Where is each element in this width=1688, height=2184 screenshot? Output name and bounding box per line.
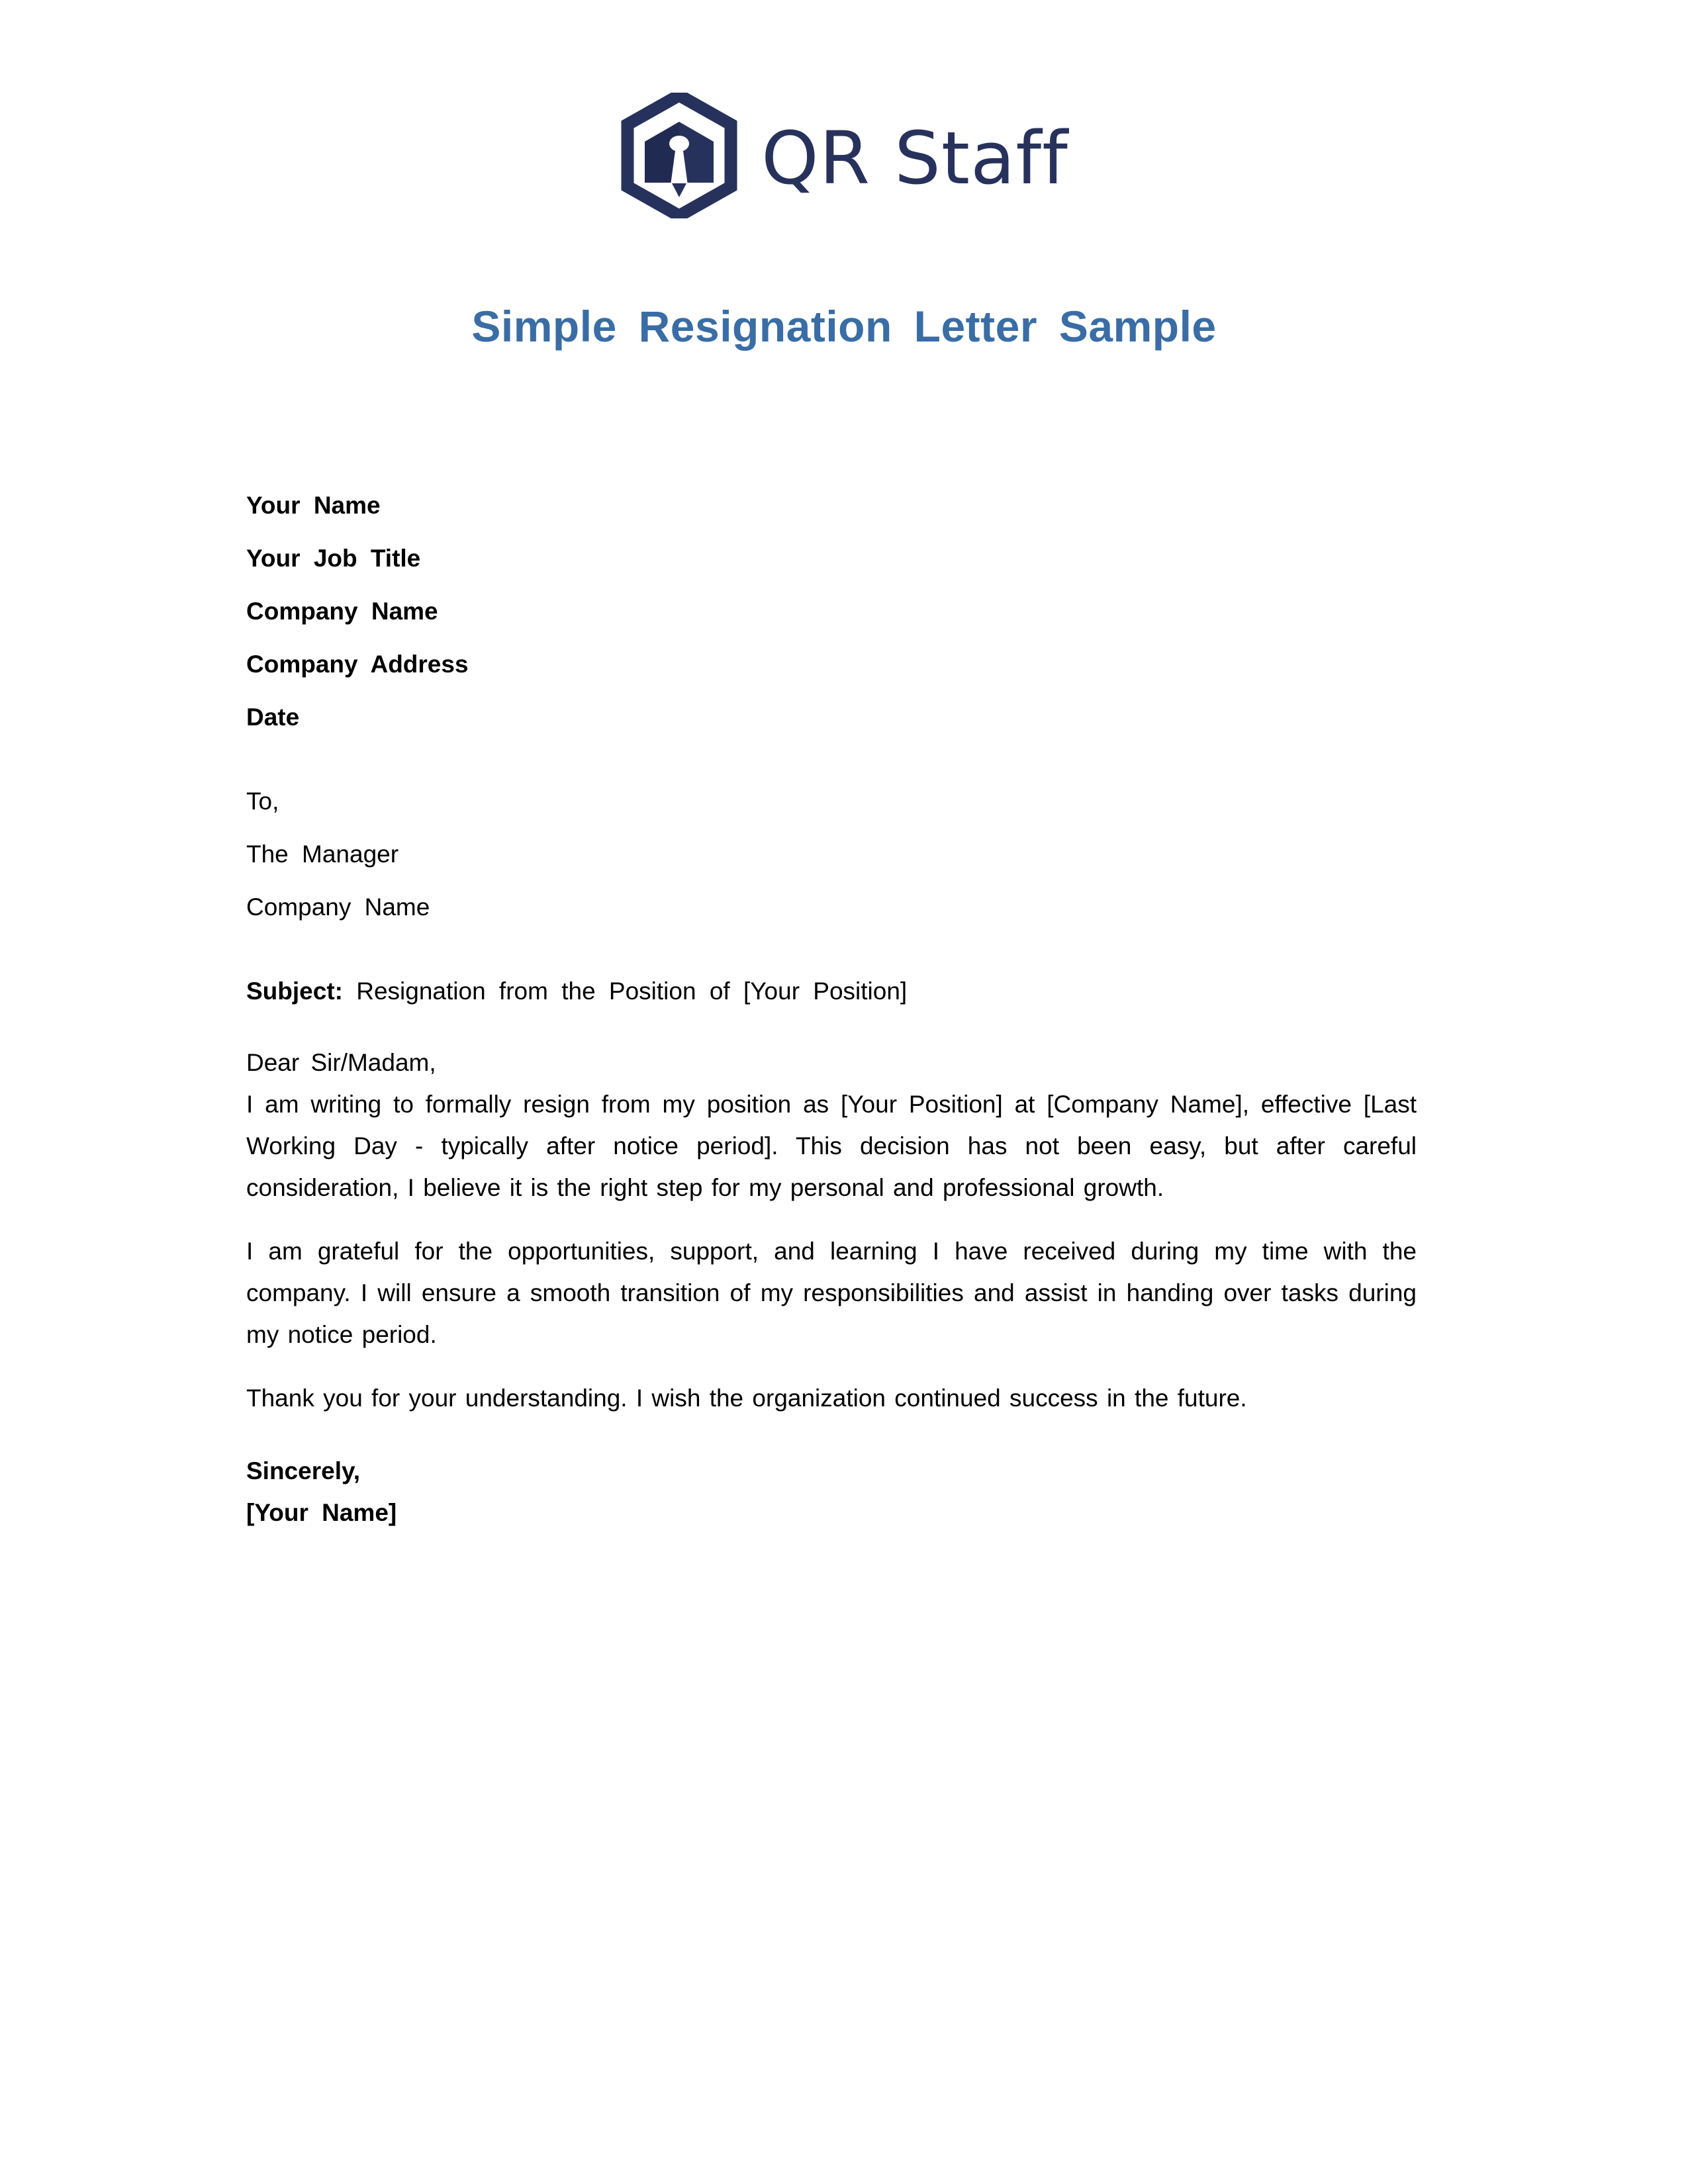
recipient-manager: The Manager <box>246 841 399 868</box>
sender-company-name: Company Name <box>246 598 438 625</box>
block-spacer <box>246 1419 1417 1450</box>
sender-name: Your Name <box>246 492 381 519</box>
qr-staff-logo-icon <box>620 93 739 218</box>
subject-label: Subject: <box>246 978 343 1005</box>
paragraph-resignation-notice: I am writing to formally resign from my position as [Your Position] at [Company Name], effective [Last Working Day - typically after notice period]. This decision has not been easy, but after careful consideration, I believe it is the right step for my personal and professional growth. <box>246 1091 1417 1201</box>
letter-body <box>246 493 1417 1533</box>
block-spacer <box>246 948 1417 979</box>
sender-company-address: Company Address <box>246 651 469 678</box>
brand-header <box>0 93 1688 218</box>
block-spacer <box>246 1208 1417 1230</box>
recipient-to: To, <box>246 788 279 815</box>
paragraph-thanks-wishes: Thank you for your understanding. I wish the organization continued success in the future. <box>246 1385 1247 1412</box>
sender-job-title: Your Job Title <box>246 545 421 572</box>
block-spacer <box>246 1355 1417 1377</box>
brand-wordmark: QR Staff <box>761 116 1068 201</box>
paragraph-gratitude-transition: I am grateful for the opportunities, support, and learning I have received during my time with the company. I will ensure a smooth transition of my responsibilities and assist in handing over tasks during my notice period. <box>246 1238 1417 1348</box>
recipient-company-name: Company Name <box>246 893 430 921</box>
block-spacer <box>246 1003 1417 1042</box>
block-spacer <box>246 758 1417 789</box>
sender-date: Date <box>246 704 300 731</box>
closing-salutation: Sincerely, <box>246 1457 361 1484</box>
subject-text: Resignation from the Position of [Your Position] <box>356 978 908 1005</box>
page-title: Simple Resignation Letter Sample <box>471 302 1217 351</box>
closing-signature: [Your Name] <box>246 1499 397 1526</box>
salutation: Dear Sir/Madam, <box>246 1049 436 1076</box>
subject-line <box>246 979 1417 1003</box>
